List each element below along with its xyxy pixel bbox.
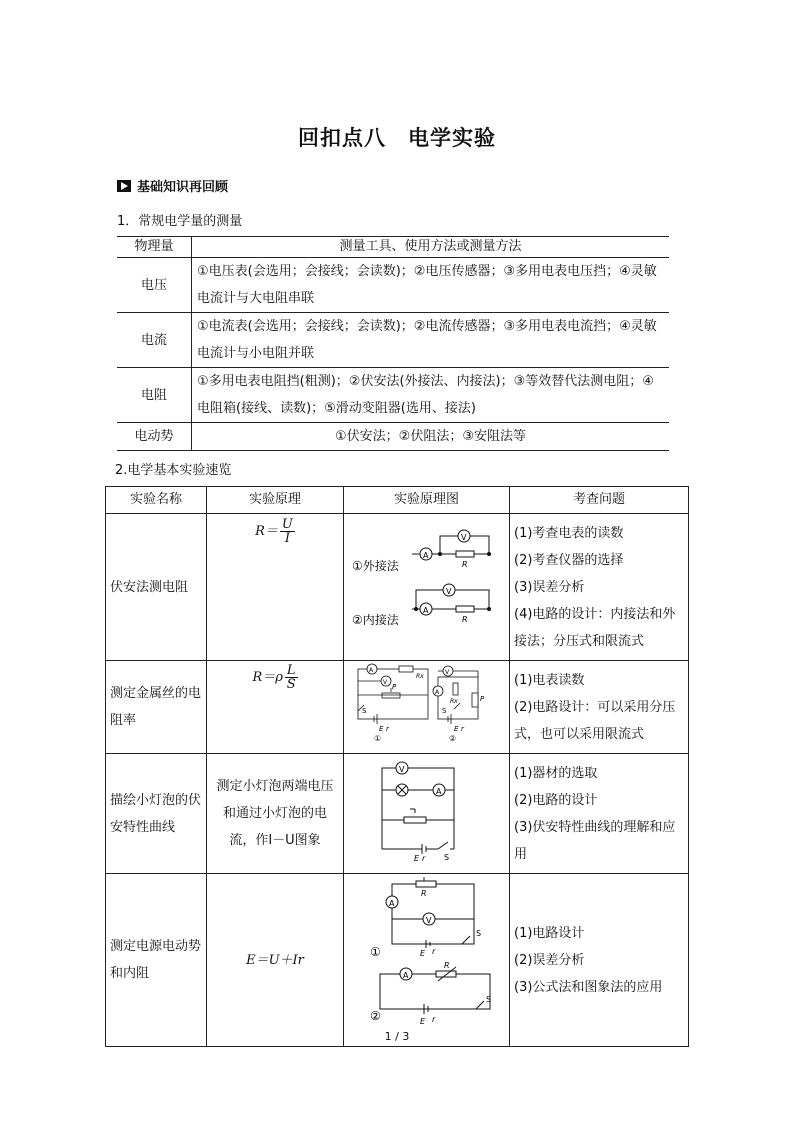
issue-item: (2)电路设计：可以采用分压式，也可以采用限流式 — [514, 699, 676, 742]
section-label — [117, 176, 228, 195]
voltmeter-symbol: V — [399, 765, 405, 774]
resistor-symbol: R — [462, 560, 468, 569]
page-title: 回扣点八 电学实验 — [298, 126, 496, 150]
table-row — [117, 423, 669, 451]
table-row — [117, 258, 669, 313]
experiment-name: 伏安法测电阻 — [106, 514, 207, 661]
issues-cell — [510, 754, 689, 874]
table-row — [106, 874, 689, 1047]
ammeter-symbol: A — [423, 606, 429, 615]
table-row — [106, 754, 689, 874]
table-row — [106, 514, 689, 661]
emf-circuit-diagram — [344, 874, 509, 1036]
voltmeter-symbol: V — [383, 679, 388, 686]
switch-symbol: S — [476, 929, 482, 938]
ammeter-symbol: A — [369, 667, 374, 674]
issue-item: (1)电路设计 — [514, 925, 585, 941]
diagram-cell — [344, 661, 510, 754]
diagram-cell — [344, 514, 510, 661]
quantity-cell: 电压 — [117, 258, 192, 313]
diagram-cell — [344, 754, 510, 874]
emf-symbol: E — [379, 725, 384, 733]
formula: E＝U＋Ir — [246, 952, 304, 968]
issue-item: (3)公式法和图象法的应用 — [514, 979, 663, 995]
issue-item: (4)电路的设计：内接法和外接法；分压式和限流式 — [514, 606, 676, 649]
internal-r-symbol: r — [461, 725, 464, 733]
section-label-text: 基础知识再回顾 — [137, 180, 229, 195]
internal-r-symbol: r — [422, 854, 426, 863]
voltmeter-symbol: V — [461, 533, 467, 542]
emf-symbol: E — [414, 854, 420, 863]
voltmeter-symbol: V — [446, 587, 452, 596]
formula-den: I — [284, 531, 290, 546]
header-diagram: 实验原理图 — [344, 487, 510, 514]
issue-item: (3)误差分析 — [514, 579, 585, 595]
formula-den: S — [286, 677, 296, 692]
table-row — [117, 368, 669, 423]
issue-item: (2)误差分析 — [514, 952, 585, 968]
switch-symbol: S — [442, 707, 447, 715]
emf-symbol: E — [420, 1017, 426, 1026]
issues-cell — [510, 514, 689, 661]
principle-cell — [207, 514, 344, 661]
header-method: 测量工具、使用方法或测量方法 — [192, 237, 670, 258]
resistor-symbol: R — [421, 889, 427, 898]
switch-symbol: S — [362, 707, 367, 715]
table-header-row — [117, 237, 669, 258]
diagram-label: ② — [370, 1009, 381, 1023]
emf-symbol: E — [454, 725, 459, 733]
voltammetry-circuit-diagram — [344, 514, 509, 650]
play-triangle-icon — [117, 180, 131, 192]
heading-1: 1．常规电学量的测量 — [117, 214, 243, 229]
header-name: 实验名称 — [106, 487, 207, 514]
issue-item: (1)器材的选取 — [514, 765, 598, 781]
ammeter-symbol: A — [403, 971, 409, 980]
principle-cell — [207, 874, 344, 1047]
bulb-circuit-diagram — [344, 754, 509, 863]
issue-item: (2)考查仪器的选择 — [514, 552, 624, 568]
resistivity-circuit-diagram — [344, 661, 509, 743]
method-cell: ①多用电表电阻挡(粗测)；②伏安法(外接法、内接法)；③等效替代法测电阻；④电阻箱(接线、读数)；⑤滑动变阻器(选用、接法) — [192, 368, 670, 423]
formula-num: U — [281, 517, 293, 532]
issue-item: (3)伏安特性曲线的理解和应用 — [514, 819, 676, 862]
header-quantity: 物理量 — [117, 237, 192, 258]
internal-r-symbol: r — [386, 725, 389, 733]
formula — [255, 518, 295, 545]
formula — [252, 664, 297, 691]
internal-r-symbol: r — [432, 947, 436, 956]
formula-lhs: R＝ — [255, 524, 278, 539]
ammeter-symbol: A — [389, 899, 395, 908]
experiments-table — [105, 486, 689, 1047]
table-header-row — [106, 487, 689, 514]
diagram-label: ② — [449, 734, 457, 743]
issues-cell — [510, 661, 689, 754]
page-number: 1 / 3 — [384, 1030, 410, 1043]
heading-2: 2.电学基本实验速览 — [115, 463, 232, 478]
experiment-name: 描绘小灯泡的伏安特性曲线 — [106, 754, 207, 874]
issue-item: (1)考查电表的读数 — [514, 525, 624, 541]
header-issues: 考查问题 — [510, 487, 689, 514]
header-principle: 实验原理 — [207, 487, 344, 514]
diagram-label: ①外接法 — [352, 559, 399, 573]
issue-item: (1)电表读数 — [514, 672, 585, 688]
experiment-name: 测定电源电动势和内阻 — [106, 874, 207, 1047]
measurement-table — [117, 236, 669, 451]
formula-lhs: R＝ρ — [252, 670, 283, 685]
quantity-cell: 电流 — [117, 313, 192, 368]
diagram-label: ① — [370, 945, 381, 959]
principle-cell: 测定小灯泡两端电压和通过小灯泡的电流，作I－U图象 — [207, 754, 344, 874]
issue-item: (2)电路的设计 — [514, 792, 598, 808]
resistor-symbol: R — [462, 615, 468, 624]
rx-symbol: Rx — [450, 698, 458, 705]
diagram-cell — [344, 874, 510, 1047]
ammeter-symbol: A — [436, 787, 442, 796]
diagram-label: ②内接法 — [352, 613, 399, 627]
switch-symbol: S — [444, 853, 450, 862]
diagram-label: ① — [374, 734, 382, 743]
issues-cell — [510, 874, 689, 1047]
quantity-cell: 电阻 — [117, 368, 192, 423]
slider-symbol: P — [480, 695, 485, 703]
emf-symbol: E — [420, 949, 426, 958]
quantity-cell: 电动势 — [117, 423, 192, 451]
slider-symbol: P — [392, 683, 397, 691]
method-cell: ①电压表(会选用；会接线；会读数)；②电压传感器；③多用电表电压挡；④灵敏电流计与大电阻串联 — [192, 258, 670, 313]
ammeter-symbol: A — [423, 551, 429, 560]
method-cell: ①电流表(会选用；会接线；会读数)；②电流传感器；③多用电表电流挡；④灵敏电流计与小电阻并联 — [192, 313, 670, 368]
table-row — [117, 313, 669, 368]
voltmeter-symbol: V — [445, 669, 450, 676]
internal-r-symbol: r — [432, 1015, 436, 1024]
experiment-name: 测定金属丝的电阻率 — [106, 661, 207, 754]
resistor-symbol: R — [444, 961, 450, 970]
table-row — [106, 661, 689, 754]
formula-num: L — [286, 663, 296, 678]
principle-cell — [207, 661, 344, 754]
switch-symbol: S — [486, 995, 492, 1004]
voltmeter-symbol: V — [426, 916, 432, 925]
method-cell: ①伏安法；②伏阻法；③安阻法等 — [192, 423, 670, 451]
rx-symbol: Rx — [416, 673, 424, 680]
ammeter-symbol: A — [435, 689, 440, 696]
